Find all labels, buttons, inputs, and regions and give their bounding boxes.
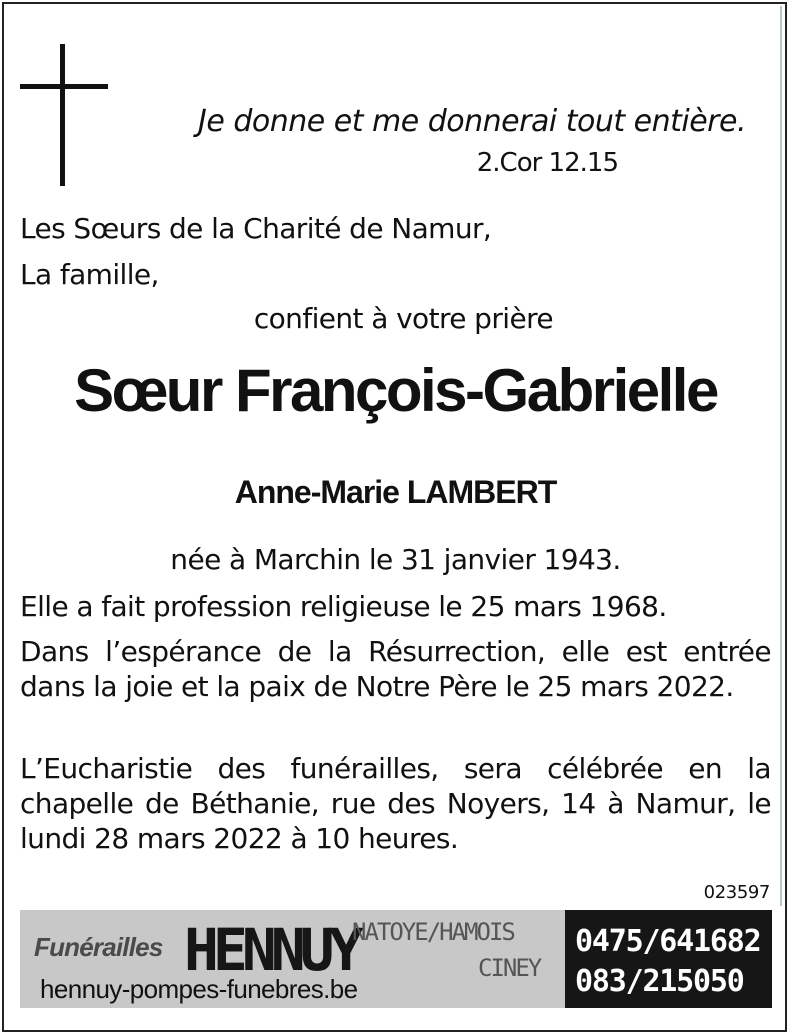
reference-code: 023597: [703, 882, 770, 903]
announcer-prayer: confient à votre prière: [253, 302, 553, 335]
announcer-family: La famille,: [20, 258, 159, 291]
cross-icon: [60, 44, 65, 186]
phone-mobile[interactable]: 0475/641682: [575, 924, 761, 959]
bible-reference: 2.Cor 12.15: [476, 148, 618, 178]
obituary-frame: [2, 2, 787, 1032]
death-info: Dans l’espérance de la Résurrection, elle est entrée dans la joie et la paix de Notre Père le 25 mars 2022.: [20, 635, 771, 703]
deceased-civil-name: Anne-Marie LAMBERT: [234, 474, 557, 510]
location-label-1: NATOYE/HAMOIS: [352, 918, 514, 946]
cross-icon-bar: [20, 84, 108, 89]
website-link[interactable]: hennuy-pompes-funebres.be: [40, 974, 358, 1004]
phone-landline[interactable]: 083/215050: [575, 964, 744, 999]
funeral-info: L’Eucharistie des funérailles, sera célébrée en la chapelle de Béthanie, rue des Noyers, 14 à Namur, le lundi 28 mars 2022 à 10 heures.: [20, 752, 771, 855]
profession-info: Elle a fait profession religieuse le 25 mars 1968.: [20, 590, 667, 623]
funerailles-label: Funérailles: [34, 932, 163, 962]
banner-phone-panel: [565, 910, 772, 1008]
brand-logo: HENNUY: [184, 916, 358, 984]
banner-left-panel: [20, 910, 565, 1008]
announcer-congregation: Les Sœurs de la Charité de Namur,: [20, 212, 492, 245]
edge-line: [780, 6, 782, 906]
birth-info: née à Marchin le 31 janvier 1943.: [170, 543, 621, 576]
bible-quote: Je donne et me donnerai tout entière.: [198, 104, 746, 139]
location-label-2: CINEY: [478, 954, 541, 982]
deceased-name: Sœur François-Gabrielle: [74, 357, 717, 424]
advertiser-banner: [20, 910, 772, 1008]
